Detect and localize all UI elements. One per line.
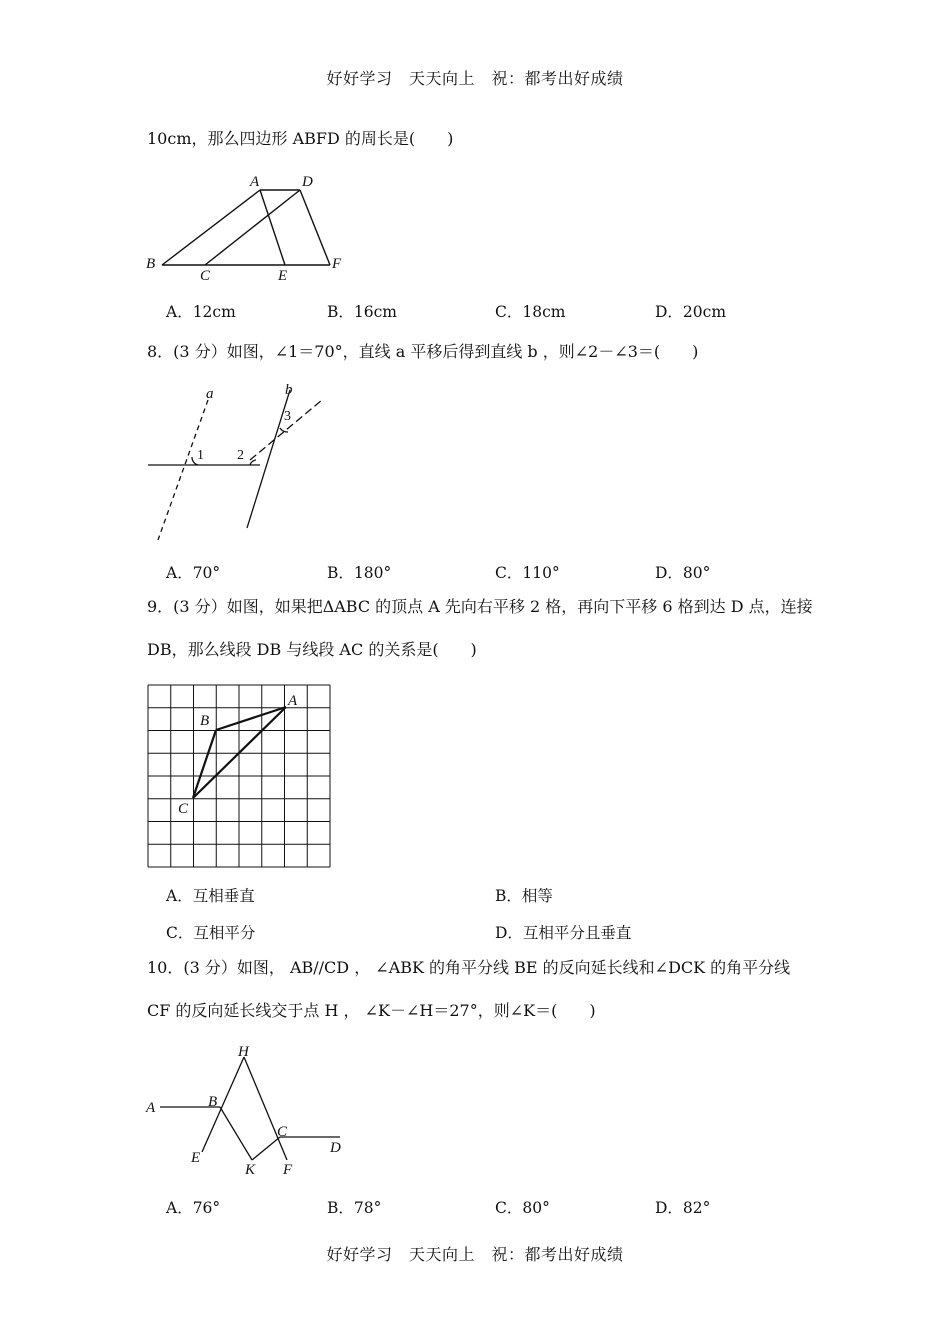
q10-stem-line1: 10．(3 分）如图， AB//CD ， ∠ABK 的角平分线 BE 的反向延长线和∠DCK 的角平分线: [147, 958, 791, 977]
q10-label-b: B: [208, 1094, 218, 1110]
q9-option-b[interactable]: B．相等: [495, 887, 553, 905]
q7-label-c: C: [200, 268, 211, 284]
q10-option-c[interactable]: C．80°: [495, 1199, 550, 1217]
q8-stem: 8．(3 分）如图，∠1＝70°，直线 a 平移后得到直线 b ，则∠2－∠3＝( ): [147, 342, 699, 361]
q10-label-a: A: [146, 1100, 156, 1116]
q9-stem-line2: DB，那么线段 DB 与线段 AC 的关系是( ): [147, 640, 477, 659]
q7-stem-tail: 10cm，那么四边形 ABFD 的周长是( ): [147, 129, 454, 148]
q7-label-d: D: [302, 174, 313, 190]
q8-label-3: 3: [284, 409, 291, 424]
q10-option-b[interactable]: B．78°: [327, 1199, 382, 1217]
page-footer: 好好学习 天天向上 祝：都考出好成绩: [326, 1245, 624, 1264]
q7-label-e: E: [278, 268, 288, 284]
q9-stem-line1: 9．(3 分）如图，如果把ΔABC 的顶点 A 先向右平移 2 格，再向下平移 6 格到达 D 点，连接: [147, 597, 813, 616]
q7-option-a[interactable]: A．12cm: [166, 303, 236, 321]
q9-option-c[interactable]: C．互相平分: [166, 924, 256, 942]
q7-option-c[interactable]: C．18cm: [495, 303, 566, 321]
q7-option-d[interactable]: D．20cm: [655, 303, 727, 321]
q7-label-b: B: [146, 256, 156, 272]
q10-option-a[interactable]: A．76°: [166, 1199, 221, 1217]
q7-label-a: A: [250, 174, 260, 190]
q10-label-d: D: [330, 1140, 341, 1156]
q9-label-a: A: [288, 693, 298, 709]
q9-option-d[interactable]: D．互相平分且垂直: [495, 924, 632, 942]
q8-label-b: b: [285, 382, 293, 398]
q10-label-h: H: [238, 1044, 249, 1060]
q10-figure: [140, 1040, 360, 1180]
q8-option-c[interactable]: C．110°: [495, 564, 560, 582]
q9-label-c: C: [178, 801, 189, 817]
q10-label-k: K: [245, 1162, 256, 1178]
q10-label-f: F: [283, 1162, 293, 1178]
q10-stem-line2: CF 的反向延长线交于点 H ， ∠K－∠H＝27°，则∠K＝( ): [147, 1001, 596, 1020]
q8-label-a: a: [206, 386, 214, 402]
q8-option-a[interactable]: A．70°: [166, 564, 221, 582]
q9-option-a[interactable]: A．互相垂直: [166, 887, 255, 905]
q7-option-b[interactable]: B．16cm: [327, 303, 397, 321]
q10-option-d[interactable]: D．82°: [655, 1199, 711, 1217]
q8-label-1: 1: [197, 448, 204, 463]
q9-label-b: B: [200, 713, 210, 729]
q7-label-f: F: [332, 256, 342, 272]
q8-option-d[interactable]: D．80°: [655, 564, 711, 582]
q10-label-e: E: [191, 1150, 201, 1166]
q8-label-2: 2: [237, 448, 244, 463]
q7-figure: [140, 168, 370, 288]
page-header: 好好学习 天天向上 祝：都考出好成绩: [326, 69, 624, 88]
q10-label-c: C: [277, 1124, 288, 1140]
q9-figure: [140, 680, 340, 870]
q8-option-b[interactable]: B．180°: [327, 564, 392, 582]
q8-figure: [140, 378, 340, 548]
